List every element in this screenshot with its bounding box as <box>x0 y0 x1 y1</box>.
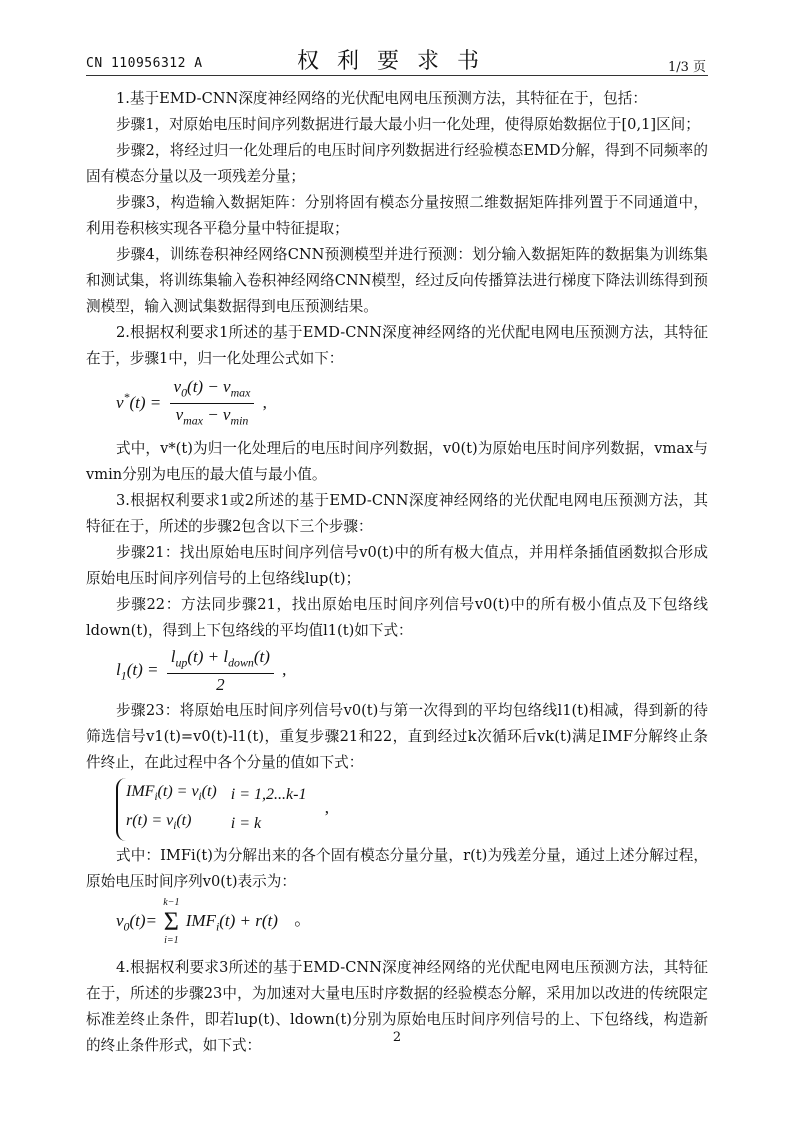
claim-1-step-1: 步骤1，对原始电压时间序列数据进行最大最小归一化处理，使得原始数据位于[0,1]区间； <box>116 116 700 133</box>
imf-cases-formula: $IMF_i(t) = v_i(t)$ i = 1,2...k-1 $r(t) = v_i(t)$ i = k , <box>116 778 708 840</box>
claim-1-step-4: 步骤4，训练卷积神经网络CNN预测模型并进行预测：划分输入数据矩阵的数据集为训练集和测试集，将训练集输入卷积神经网络CNN模型，经过反向传播算法进行梯度下降法训练得到预测模型，输入测试集数据得到电压预测结果。 <box>86 246 708 315</box>
claim-1-step-2: 步骤2，将经过归一化处理后的电压时间序列数据进行经验模态EMD分解，得到不同频率的固有模态分量以及一项残差分量； <box>86 142 708 185</box>
claim-2-note: 式中，v*(t)为归一化处理后的电压时间序列数据，v0(t)为原始电压时间序列数据，vmax与vmin分别为电压的最大值与最小值。 <box>86 439 708 483</box>
claim-3-step-21: 步骤21：找出原始电压时间序列信号v0(t)中的所有极大值点，并用样条插值函数拟合形成原始电压时间序列信号的上包络线lup(t)； <box>86 543 708 587</box>
claim-3-intro: 3.根据权利要求1或2所述的基于EMD-CNN深度神经网络的光伏配电网电压预测方法，其特征在于，所述的步骤2包含以下三个步骤： <box>86 491 708 535</box>
normalization-formula: v*(t) = $\frac{v_0(t) - v_{max}}{v_{max} - v_{min}}$ , <box>116 377 267 428</box>
page-title: 权利要求书 <box>296 49 497 74</box>
reconstruction-formula: $v_0(t)=$ k−1 Σ i=1 $IMF_i(t) + r(t)$ 。 <box>116 896 312 946</box>
claim-1-step-3: 步骤3，构造输入数据矩阵：分别将固有模态分量按照二维数据矩阵排列置于不同通道中，利用卷积核实现各平稳分量中特征提取； <box>86 194 708 237</box>
claim-3-step-23: 步骤23：将原始电压时间序列信号v0(t)与第一次得到的平均包络线l1(t)相减，得到新的待筛选信号v1(t)=v0(t)-l1(t)，重复步骤21和22，直到经过k次循环后vk(t)满足IMF分解终止条件终止，在此过程中各个分量的值如下式： <box>86 702 708 772</box>
claims-body <box>86 86 708 1059</box>
claim-4-intro: 4.根据权利要求3所述的基于EMD-CNN深度神经网络的光伏配电网电压预测方法，其特征在于，所述的步骤23中，为加速对大量电压时序数据的经验模态分解，采用加以改进的传统限定标准差终止条件，即若lup(t)、ldown(t)分别为原始电压时间序列信号的上、下包络线，构造新的终止条件形式，如下式： <box>86 958 708 1054</box>
claim-3-note: 式中：IMFi(t)为分解出来的各个固有模态分量分量，r(t)为残差分量，通过上述分解过程，原始电压时间序列v0(t)表示为： <box>86 846 708 890</box>
page-count: 1/3 页 <box>667 60 706 75</box>
document-number: CN 110956312 A <box>86 56 203 71</box>
claim-1-intro: 1.基于EMD-CNN深度神经网络的光伏配电网电压预测方法，其特征在于，包括： <box>116 90 647 107</box>
page-number: 2 <box>392 1030 402 1045</box>
claim-3-step-22: 步骤22：方法同步骤21，找出原始电压时间序列信号v0(t)中的所有极小值点及下包络线ldown(t)，得到上下包络线的平均值l1(t)如下式： <box>86 595 708 639</box>
claim-2-intro: 2.根据权利要求1所述的基于EMD-CNN深度神经网络的光伏配电网电压预测方法，其特征在于，步骤1中，归一化处理公式如下： <box>86 324 708 367</box>
envelope-mean-formula: $l_1(t)$ = $\frac{l_{up}(t) + l_{down}(t)}{2}$ , <box>116 646 287 695</box>
header-divider <box>86 75 708 76</box>
